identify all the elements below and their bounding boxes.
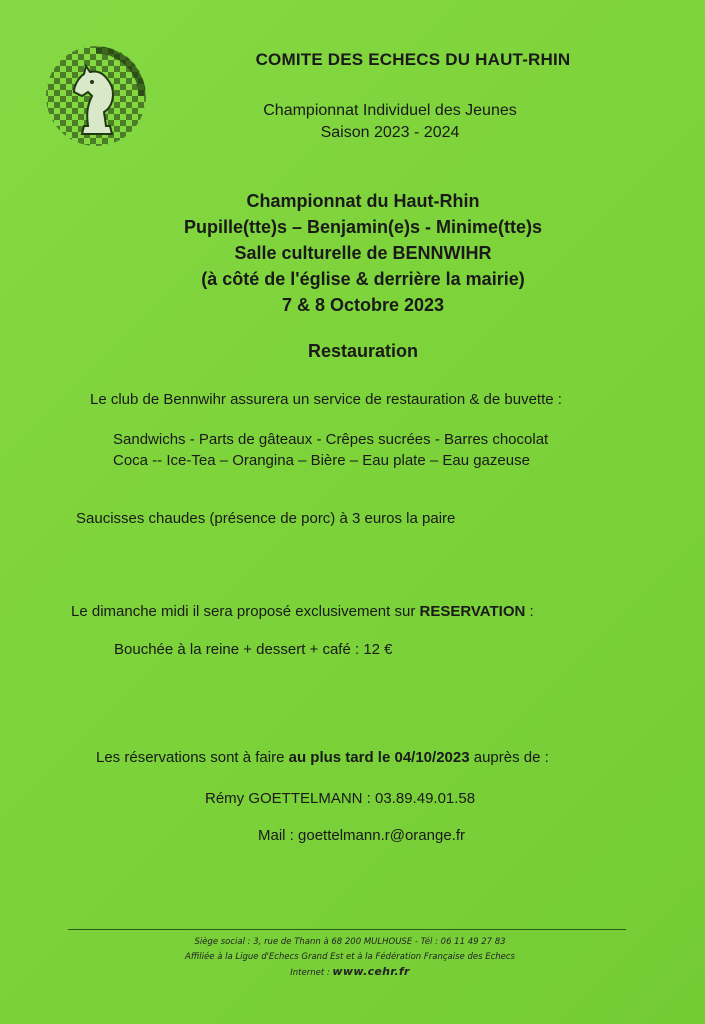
contact-phone: Rémy GOETTELMANN : 03.89.49.01.58 [205,790,476,807]
sausage-offer: Saucisses chaudes (présence de porc) à 3 euros la paire [76,510,456,527]
event-dates: 7 & 8 Octobre 2023 [281,295,445,315]
event-title: Championnat du Haut-Rhin [246,191,480,211]
sunday-prefix: Le dimanche midi il sera proposé exclusivement sur [71,603,420,620]
contact-mail: Mail : goettelmann.r@orange.fr [258,827,465,844]
internet-label: Internet : [290,968,330,978]
season-label: Saison 2023 - 2024 [320,124,460,141]
event-block [110,188,616,318]
website-link[interactable]: www.cehr.fr [332,965,410,978]
menu-line-drinks: Coca -- Ice-Tea – Orangina – Bière – Eau plate – Eau gazeuse [113,452,530,469]
sunday-meal: Bouchée à la reine + dessert + café : 12 € [114,641,393,658]
footer-divider [68,929,626,930]
reservation-prefix: Les réservations sont à faire [96,749,289,766]
restaurant-intro: Le club de Bennwihr assurera un service de restauration & de buvette : [90,391,562,408]
reservation-keyword: RESERVATION [419,603,526,620]
organization-title: COMITE DES ECHECS DU HAUT-RHIN [255,50,571,69]
competition-name: Championnat Individuel des Jeunes [263,102,517,119]
footer-affiliation: Affiliée à la Ligue d'Echecs Grand Est et à la Fédération Française des Echecs [185,952,515,962]
restaurant-section-title: Restauration [307,341,419,361]
deadline-label: au plus tard le [288,749,391,766]
footer-internet [110,965,590,978]
event-venue-detail: (à côté de l'église & derrière la mairie) [201,269,525,289]
sunday-suffix: : [525,603,534,620]
menu-line-food: Sandwichs - Parts de gâteaux - Crêpes sucrées - Barres chocolat [113,431,549,448]
reservation-deadline [96,749,549,766]
event-categories: Pupille(tte)s – Benjamin(e)s - Minime(tte)s [183,217,543,237]
footer-address: Siège social : 3, rue de Thann à 68 200 MULHOUSE - Tél : 06 11 49 27 83 [194,937,506,947]
reservation-suffix: auprès de : [469,749,549,766]
sunday-notice [71,603,534,620]
deadline-date: 04/10/2023 [394,749,470,766]
event-venue: Salle culturelle de BENNWIHR [234,243,492,263]
chess-knight-logo [42,42,150,150]
